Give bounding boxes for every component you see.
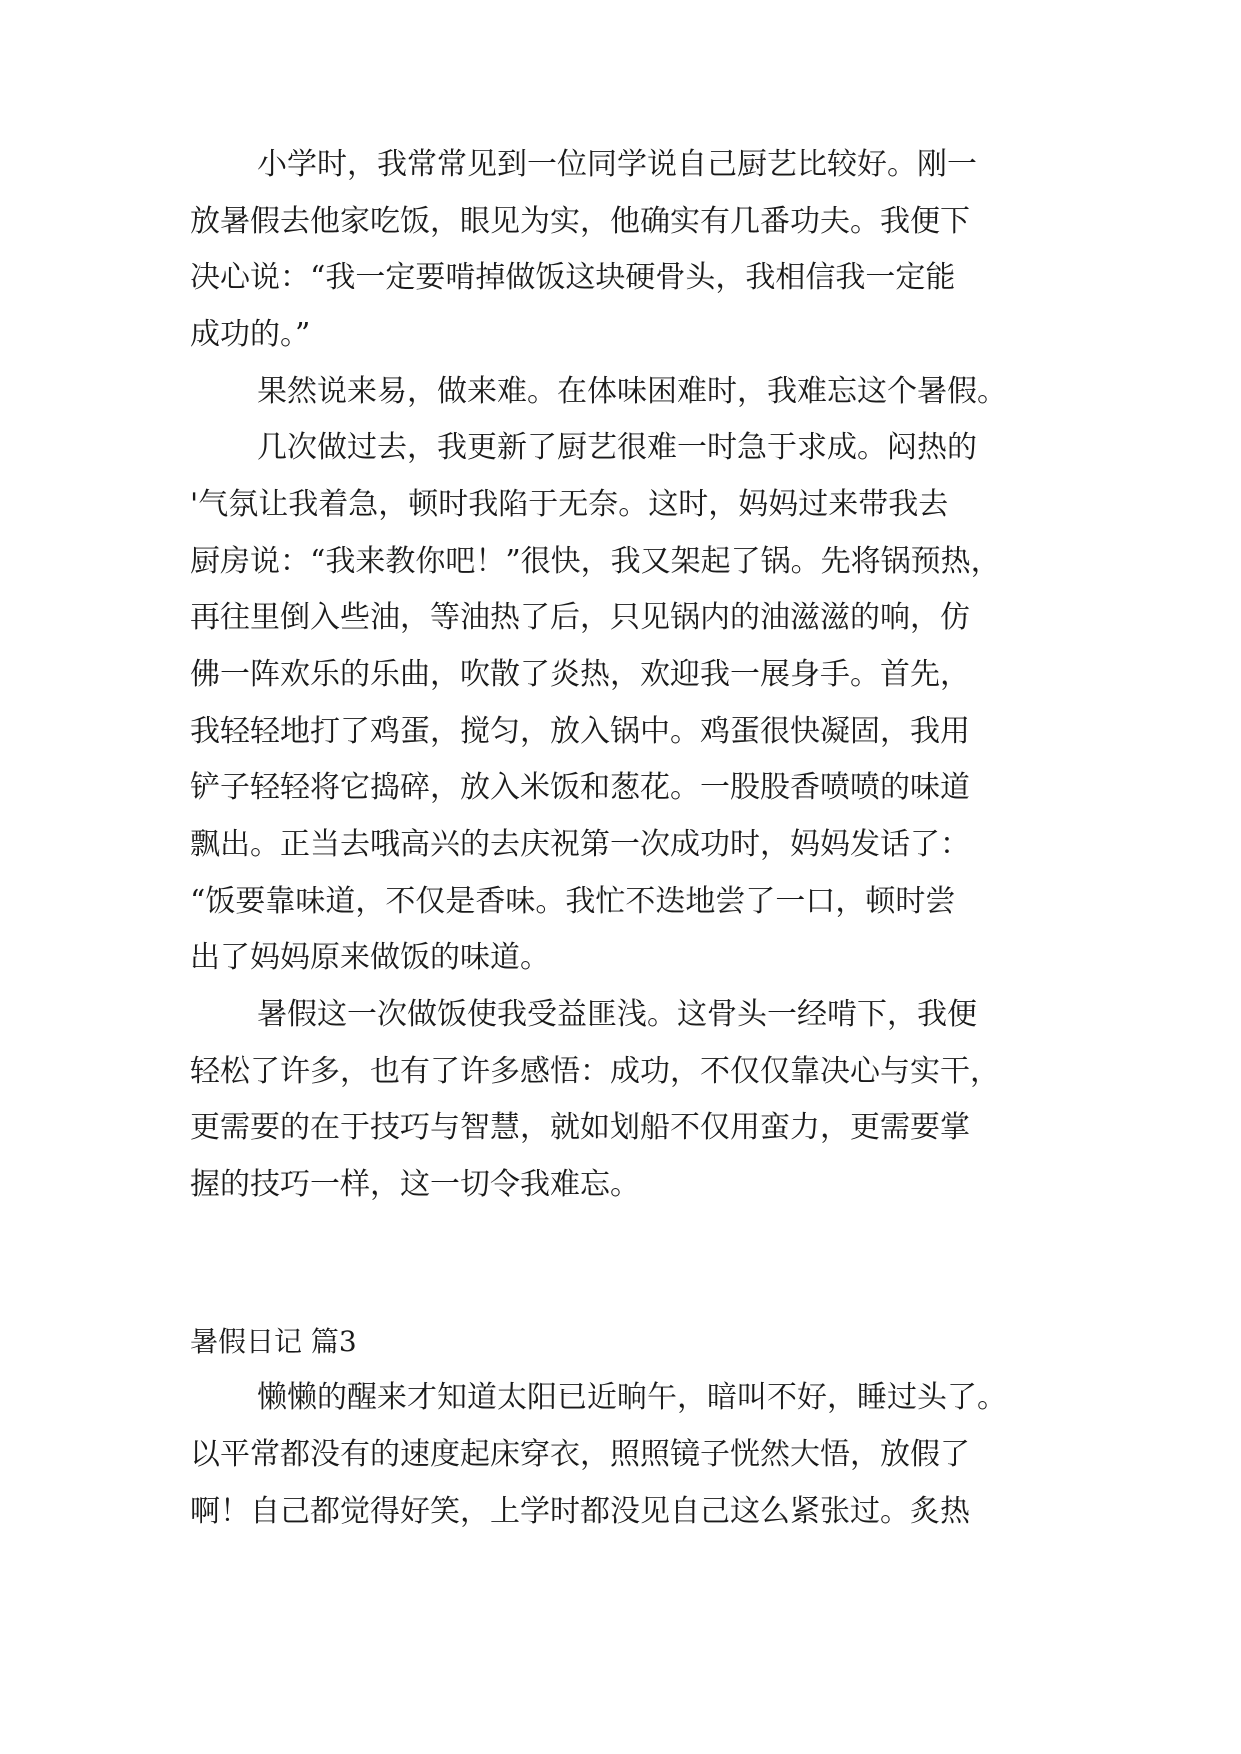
text-line: 放暑假去他家吃饭，眼见为实，他确实有几番功夫。我便下 — [190, 204, 970, 239]
text-line: 握的技巧一样，这一切令我难忘。 — [190, 1167, 640, 1202]
text-line: 我轻轻地打了鸡蛋，搅匀，放入锅中。鸡蛋很快凝固，我用 — [190, 714, 970, 749]
text-line: 暑假这一次做饭使我受益匪浅。这骨头一经啃下，我便 — [257, 997, 977, 1032]
text-line: 更需要的在于技巧与智慧，就如划船不仅用蛮力，更需要掌 — [190, 1110, 970, 1145]
text-line: 以平常都没有的速度起床穿衣，照照镜子恍然大悟，放假了 — [190, 1437, 970, 1472]
text-line: 再往里倒入些油，等油热了后，只见锅内的油滋滋的响，仿 — [190, 600, 970, 635]
text-line: 飘出。正当去哦高兴的去庆祝第一次成功时，妈妈发话了： — [190, 827, 970, 862]
text-line: “饭要靠味道，不仅是香味。我忙不迭地尝了一口，顿时尝 — [190, 884, 956, 919]
text-line: 轻松了许多，也有了许多感悟：成功，不仅仅靠决心与实干， — [190, 1054, 1000, 1089]
text-line: 出了妈妈原来做饭的味道。 — [190, 940, 550, 975]
text-line: 铲子轻轻将它捣碎，放入米饭和葱花。一股股香喷喷的味道 — [190, 770, 970, 805]
text-line: 果然说来易，做来难。在体味困难时，我难忘这个暑假。 — [257, 374, 1007, 409]
text-line: 决心说：“我一定要啃掉做饭这块硬骨头，我相信我一定能 — [190, 260, 956, 295]
text-line: 小学时，我常常见到一位同学说自己厨艺比较好。刚一 — [257, 147, 977, 182]
text-line: 懒懒的醒来才知道太阳已近晌午，暗叫不好，睡过头了。 — [257, 1380, 1007, 1415]
text-line: 成功的。” — [190, 317, 311, 352]
text-line: 啊！自己都觉得好笑，上学时都没见自己这么紧张过。炙热 — [190, 1494, 970, 1529]
text-line: 佛一阵欢乐的乐曲，吹散了炎热，欢迎我一展身手。首先， — [190, 657, 970, 692]
text-line: '气氛让我着急，顿时我陷于无奈。这时，妈妈过来带我去 — [190, 487, 949, 522]
text-line: 厨房说：“我来教你吧！”很快，我又架起了锅。先将锅预热， — [190, 544, 1001, 579]
text-line: 几次做过去，我更新了厨艺很难一时急于求成。闷热的 — [257, 430, 977, 465]
section-heading: 暑假日记 篇3 — [190, 1325, 357, 1358]
